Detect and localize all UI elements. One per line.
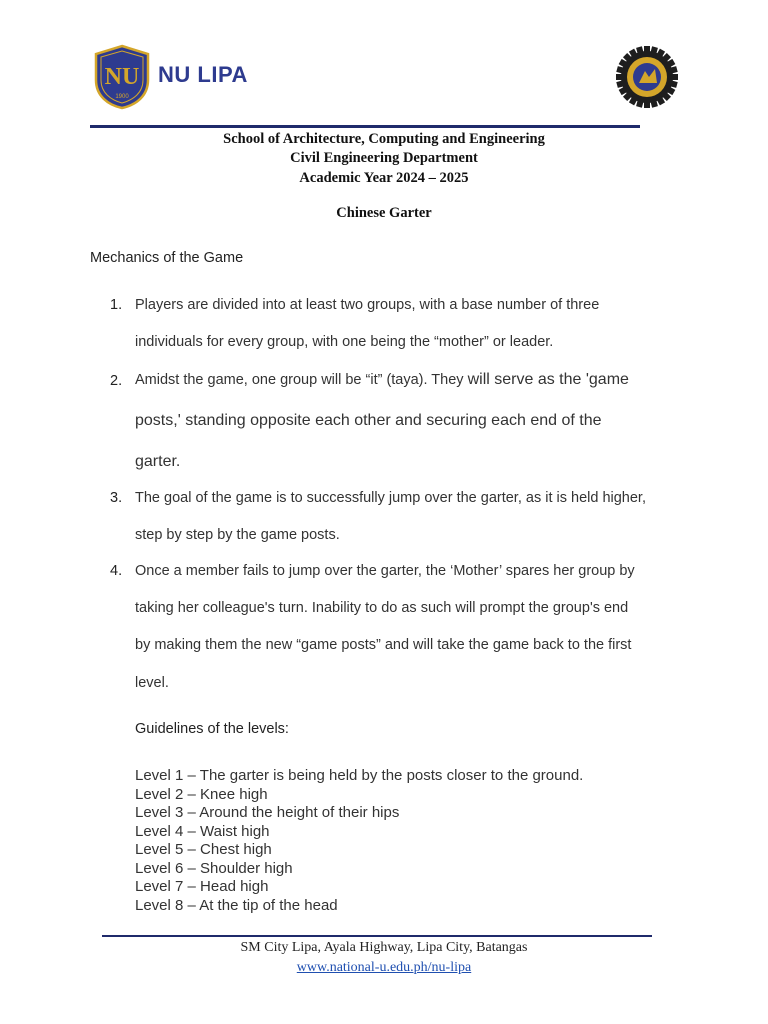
list-item-line: posts,' standing opposite each other and securing each end of the	[135, 412, 602, 429]
header-divider	[90, 125, 640, 128]
level-item: Level 7 – Head high	[135, 878, 269, 895]
list-item-line	[135, 371, 629, 389]
nu-shield-logo	[92, 44, 152, 110]
footer-divider	[102, 935, 652, 937]
list-item-line: by making them the new “game posts” and will take the game back to the first	[135, 637, 632, 653]
level-item: Level 2 – Knee high	[135, 785, 268, 803]
level-item: Level 1 – The garter is being held by the posts closer to the ground.	[135, 767, 584, 784]
document-title: Chinese Garter	[336, 205, 432, 221]
level-item: Level 4 – Waist high	[135, 822, 270, 840]
list-item-line: The goal of the game is to successfully jump over the garter, as it is held higher,	[135, 490, 646, 506]
section-title: Mechanics of the Game	[90, 250, 244, 266]
list-item-line: step by step by the game posts.	[135, 527, 340, 543]
svg-text:1900: 1900	[115, 94, 129, 100]
list-item-number: 4.	[110, 563, 123, 579]
level-item: Level 8 – At the tip of the head	[135, 896, 338, 914]
list-item-line: individuals for every group, with one being the “mother” or leader.	[135, 334, 554, 350]
department-seal-icon	[615, 45, 679, 109]
list-item-line: taking her colleague's turn. Inability to do as such will prompt the group's end	[135, 600, 629, 616]
footer-address: SM City Lipa, Ayala Highway, Lipa City, Batangas	[240, 940, 528, 955]
level-item: Level 3 – Around the height of their hips	[135, 804, 400, 821]
website-link[interactable]: www.national-u.edu.ph/nu-lipa	[296, 960, 472, 975]
department-name: Civil Engineering Department	[290, 150, 478, 166]
list-item-text: will serve as the 'game	[467, 371, 629, 388]
list-item-number: 3.	[110, 490, 123, 506]
list-item-text: Amidst the game, one group will be “it” (taya). They	[135, 372, 468, 388]
academic-year: Academic Year 2024 – 2025	[299, 170, 469, 186]
level-item: Level 5 – Chest high	[135, 841, 272, 858]
list-item-number: 1.	[110, 297, 123, 313]
levels-list	[135, 767, 583, 915]
list-item-line: level.	[135, 675, 169, 691]
list-item-number: 2.	[110, 373, 123, 389]
list-item-line: Once a member fails to jump over the garter, the ‘Mother’ spares her group by	[135, 563, 635, 579]
level-item: Level 6 – Shoulder high	[135, 859, 293, 877]
guidelines-title: Guidelines of the levels:	[135, 721, 289, 737]
list-item-line: Players are divided into at least two groups, with a base number of three	[135, 297, 600, 313]
list-item-line: garter.	[135, 453, 181, 470]
footer-link-wrapper	[0, 960, 768, 976]
brand-name: NU LIPA	[158, 62, 248, 87]
svg-text:NU: NU	[104, 64, 140, 90]
school-name: School of Architecture, Computing and Engineering	[223, 131, 545, 147]
